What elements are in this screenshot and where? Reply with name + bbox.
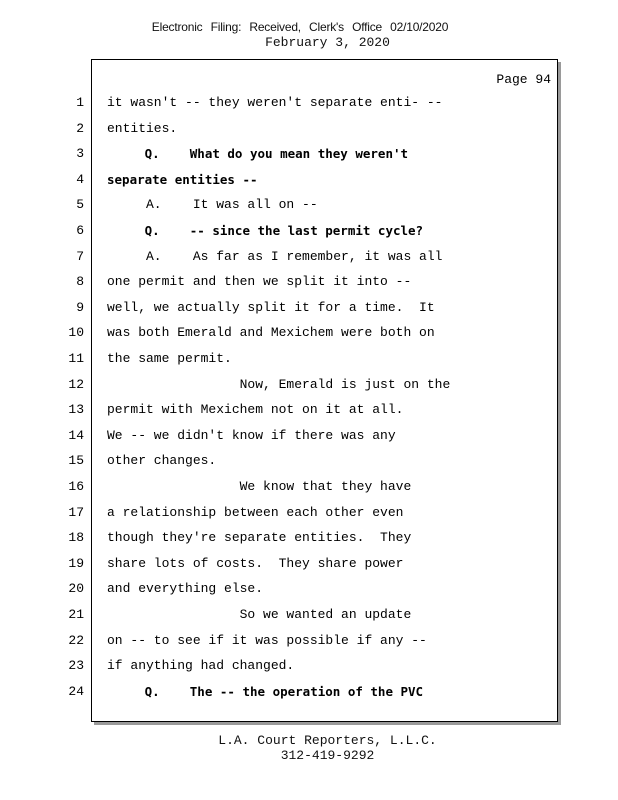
line-number: 4	[76, 172, 84, 187]
line-number: 12	[68, 377, 84, 392]
line-number: 9	[76, 300, 84, 315]
transcript-line: permit with Mexichem not on it at all.	[107, 402, 404, 417]
line-number: 15	[68, 453, 84, 468]
transcript-line: We -- we didn't know if there was any	[107, 428, 396, 443]
transcript-line: separate entities --	[107, 172, 258, 187]
transcript-line: if anything had changed.	[107, 658, 295, 673]
transcript-line: the same permit.	[107, 351, 232, 366]
line-number: 16	[68, 479, 84, 494]
transcript-line: other changes.	[107, 453, 217, 468]
filing-stamp: Electronic Filing: Received, Clerk's Office 02/10/2020	[151, 20, 449, 34]
line-number: 19	[68, 556, 84, 571]
line-number: 22	[68, 633, 84, 648]
transcript-line: Q. What do you mean they weren't	[107, 146, 409, 161]
line-number: 13	[68, 402, 84, 417]
transcript-line: So we wanted an update	[107, 607, 412, 622]
transcript-line: a relationship between each other even	[107, 505, 404, 520]
transcript-line: it wasn't -- they weren't separate enti- --	[107, 95, 443, 110]
line-number: 2	[76, 121, 84, 136]
transcript-date: February 3, 2020	[265, 35, 390, 50]
transcript-line: one permit and then we split it into --	[107, 274, 412, 289]
line-number: 14	[68, 428, 84, 443]
footer-company: L.A. Court Reporters, L.L.C.	[218, 733, 437, 748]
line-number: 20	[68, 581, 84, 596]
line-number: 10	[68, 325, 84, 340]
transcript-line: share lots of costs. They share power	[107, 556, 404, 571]
line-number: 7	[76, 249, 84, 264]
transcript-line: well, we actually split it for a time. It	[107, 300, 435, 315]
line-number: 24	[68, 684, 84, 699]
line-number: 18	[68, 530, 84, 545]
line-number: 17	[68, 505, 84, 520]
footer-phone: 312-419-9292	[280, 748, 375, 763]
page-number: Page 94	[496, 72, 551, 87]
transcript-line: A. It was all on --	[107, 197, 318, 212]
line-number: 1	[76, 95, 84, 110]
transcript-line: Q. The -- the operation of the PVC	[107, 684, 424, 699]
transcript-line: though they're separate entities. They	[107, 530, 412, 545]
line-number: 5	[76, 197, 84, 212]
transcript-line: was both Emerald and Mexichem were both on	[107, 325, 435, 340]
transcript-line: We know that they have	[107, 479, 412, 494]
transcript-line: and everything else.	[107, 581, 264, 596]
transcript-line: entities.	[107, 121, 178, 136]
line-number: 3	[76, 146, 84, 161]
line-number: 21	[68, 607, 84, 622]
transcript-line: A. As far as I remember, it was all	[107, 249, 443, 264]
line-number: 11	[68, 351, 84, 366]
transcript-line: Now, Emerald is just on the	[107, 377, 451, 392]
line-number: 8	[76, 274, 84, 289]
line-number: 23	[68, 658, 84, 673]
transcript-line: on -- to see if it was possible if any --	[107, 633, 427, 648]
line-number: 6	[76, 223, 84, 238]
transcript-line: Q. -- since the last permit cycle?	[107, 223, 424, 238]
